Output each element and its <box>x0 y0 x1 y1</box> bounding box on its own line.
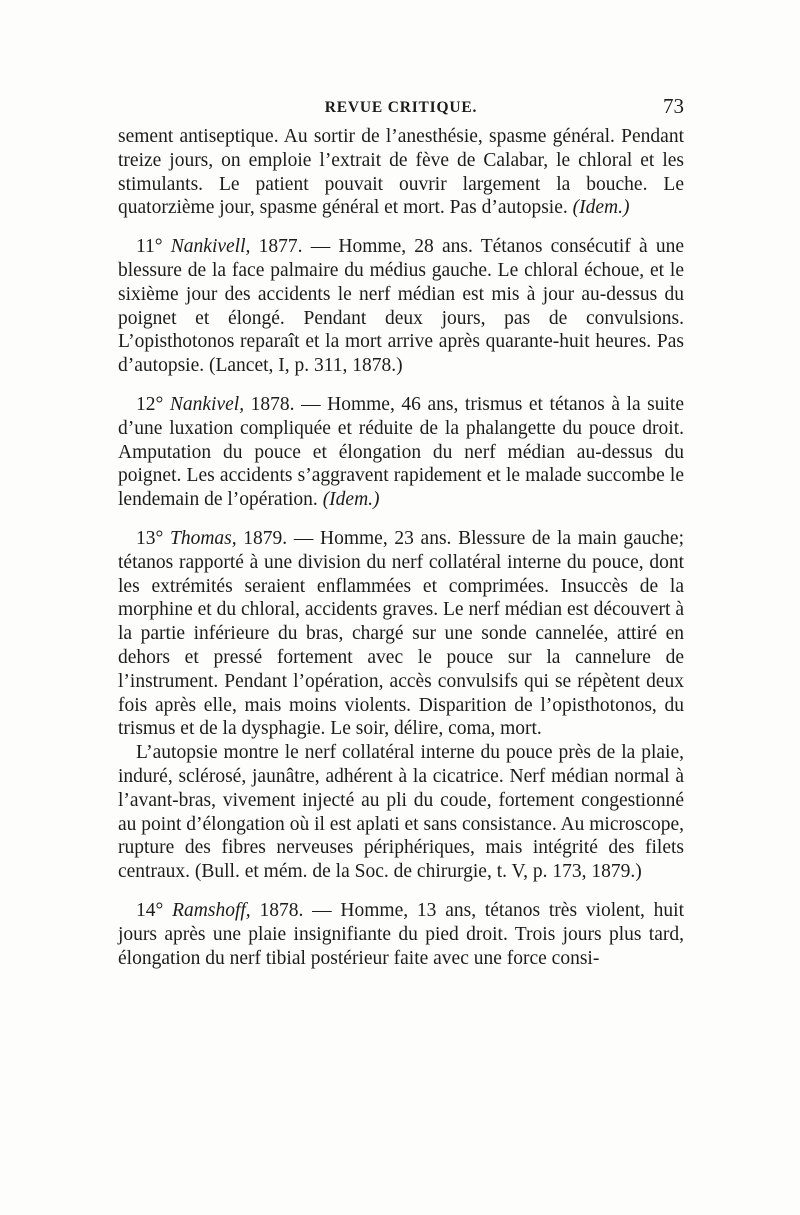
body-text <box>118 125 684 970</box>
case-14 <box>118 899 684 970</box>
case-13-text: 1879. — Homme, 23 ans. Blessure de la main gauche; tétanos rapporté à une division du nerf collatéral interne du pouce, dont les extrémités seraient enflammées et comprimées. Insuccès de la morphine et du chloral, accidents graves. Le nerf médian est découvert à la partie inférieure du bras, chargé sur une sonde cannelée, attiré en dehors et pressé fortement avec le pouce sur la cannelure de l’instrument. Pendant l’opération, accès convulsifs qui se répètent deux fois après elle, mais moins violents. Disparition de l’opisthotonos, du trismus et de la dysphagie. Le soir, délire, coma, mort. <box>118 527 685 740</box>
case-11-text: 1877. — Homme, 28 ans. Tétanos consécutif à une blessure de la face palmaire du médius gauche. Le chloral échoue, et le sixième jour des accidents le nerf médian est mis à jour au-dessus du poignet et élongé. Pendant deux jours, pas de convulsions. L’opisthotonos reparaît et la mort arrive après quarante-huit heures. Pas d’autopsie. (Lancet, I, p. 311, 1878.) <box>118 236 685 377</box>
case-12-text: 1878. — Homme, 46 ans, trismus et tétanos à la suite d’une luxation compliquée et réduite de la phalangette du pouce droit. Amputation du pouce et élongation du nerf médian au-dessus du poignet. Les accidents s’aggravent rapidement et le malade succombe le lendemain de l’opération. <box>118 393 685 511</box>
case-14-author: Ramshoff, <box>172 899 251 921</box>
case-11-number: 11° <box>136 236 163 258</box>
case-13-autopsy: L’autopsie montre le nerf collatéral interne du pouce près de la plaie, induré, sclérosé, jaunâtre, adhérent à la cicatrice. Nerf médian normal à l’avant-bras, vivement injecté au pli du coude, fortement congestionné au point d’élongation où il est aplati et sans consistance. Au microscope, rupture des fibres nerveuses périphériques, mais intégrité des filets centraux. (Bull. et mém. de la Soc. de chirurgie, t. V, p. 173, 1879.) <box>118 742 684 883</box>
case-12-author: Nankivel, <box>169 393 245 415</box>
page-number: 73 <box>663 94 684 118</box>
case-14-number: 14° <box>136 899 164 921</box>
case-13 <box>118 527 684 741</box>
running-title: REVUE CRITIQUE. <box>324 99 478 116</box>
continuation-source: (Idem.) <box>572 197 630 219</box>
case-12 <box>118 393 684 512</box>
case-14-text: 1878. — Homme, 13 ans, tétanos très violent, huit jours après une plaie insignifiante du pied droit. Trois jours plus tard, élongation du nerf tibial postérieur faite avec une force consi- <box>118 899 684 969</box>
case-12-source: (Idem.) <box>322 489 380 511</box>
case-13-author: Thomas, <box>169 527 237 549</box>
continuation-text: sement antiseptique. Au sortir de l’anesthésie, spasme général. Pendant treize jours, on emploie l’extrait de fève de Calabar, le chloral et les stimulants. Le patient pouvait ouvrir largement la bouche. Le quatorzième jour, spasme général et mort. Pas d’autopsie. <box>118 126 684 219</box>
continuation-paragraph <box>118 125 684 220</box>
case-12-number: 12° <box>136 393 164 415</box>
case-13-number: 13° <box>136 527 164 549</box>
case-11 <box>118 235 684 378</box>
case-11-author: Nankivell, <box>170 236 251 258</box>
running-head <box>118 96 684 120</box>
